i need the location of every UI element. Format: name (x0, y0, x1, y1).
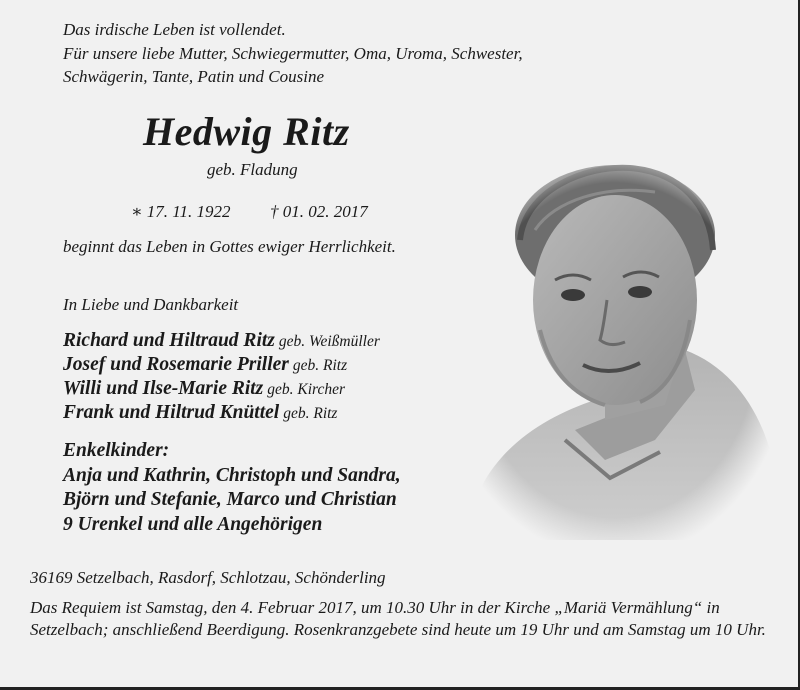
birth-date: ∗ 17. 11. 1922 (131, 202, 231, 221)
intro-line: Das irdische Leben ist vollendet. (63, 20, 286, 39)
family-born-as: geb. Weißmüller (278, 333, 380, 350)
family-row (63, 402, 380, 426)
love-line: In Liebe und Dankbarkeit (63, 295, 239, 314)
deceased-name: Hedwig Ritz (143, 109, 350, 154)
maiden-name: geb. Fladung (207, 160, 298, 179)
grandchildren-heading: Enkelkinder: (63, 440, 170, 461)
family-row (63, 330, 380, 354)
family-born-as: geb. Ritz (283, 405, 338, 422)
grandchildren-block (63, 440, 401, 538)
grandchildren-line: 9 Urenkel und alle Angehörigen (63, 513, 323, 535)
family-names: Josef und Rosemarie Priller (63, 354, 289, 375)
portrait-photo (455, 160, 775, 540)
family-list (63, 330, 380, 426)
death-date: † 01. 02. 2017 (270, 202, 368, 221)
intro-line: Schwägerin, Tante, Patin und Cousine (63, 67, 324, 86)
family-born-as: geb. Ritz (292, 357, 348, 374)
family-row (63, 354, 380, 378)
requiem-text: Das Requiem ist Samstag, den 4. Februar 2017, um 10.30 Uhr in der Kirche „Mariä Vermählung“ in Setzelbach; anschließend Beerdigung. Rosenkranzgebete sind heute um 19 Uhr und am Samstag um 10 Uhr. (30, 598, 766, 639)
places-line: 36169 Setzelbach, Rasdorf, Schlotzau, Schönderling (30, 568, 386, 587)
grandchildren-line: Anja und Kathrin, Christoph und Sandra, (63, 464, 401, 486)
closing-line: beginnt das Leben in Gottes ewiger Herrlichkeit. (63, 237, 396, 256)
family-names: Frank und Hiltrud Knüttel (63, 402, 280, 423)
grandchildren-line: Björn und Stefanie, Marco und Christian (63, 489, 397, 510)
intro-line: Für unsere liebe Mutter, Schwiegermutter, Oma, Uroma, Schwester, (63, 43, 523, 63)
family-born-as: geb. Kircher (267, 381, 346, 398)
family-row (63, 378, 380, 402)
family-names: Richard und Hiltraud Ritz (63, 330, 275, 351)
intro-text (63, 18, 523, 89)
family-names: Willi und Ilse-Marie Ritz (63, 378, 264, 399)
